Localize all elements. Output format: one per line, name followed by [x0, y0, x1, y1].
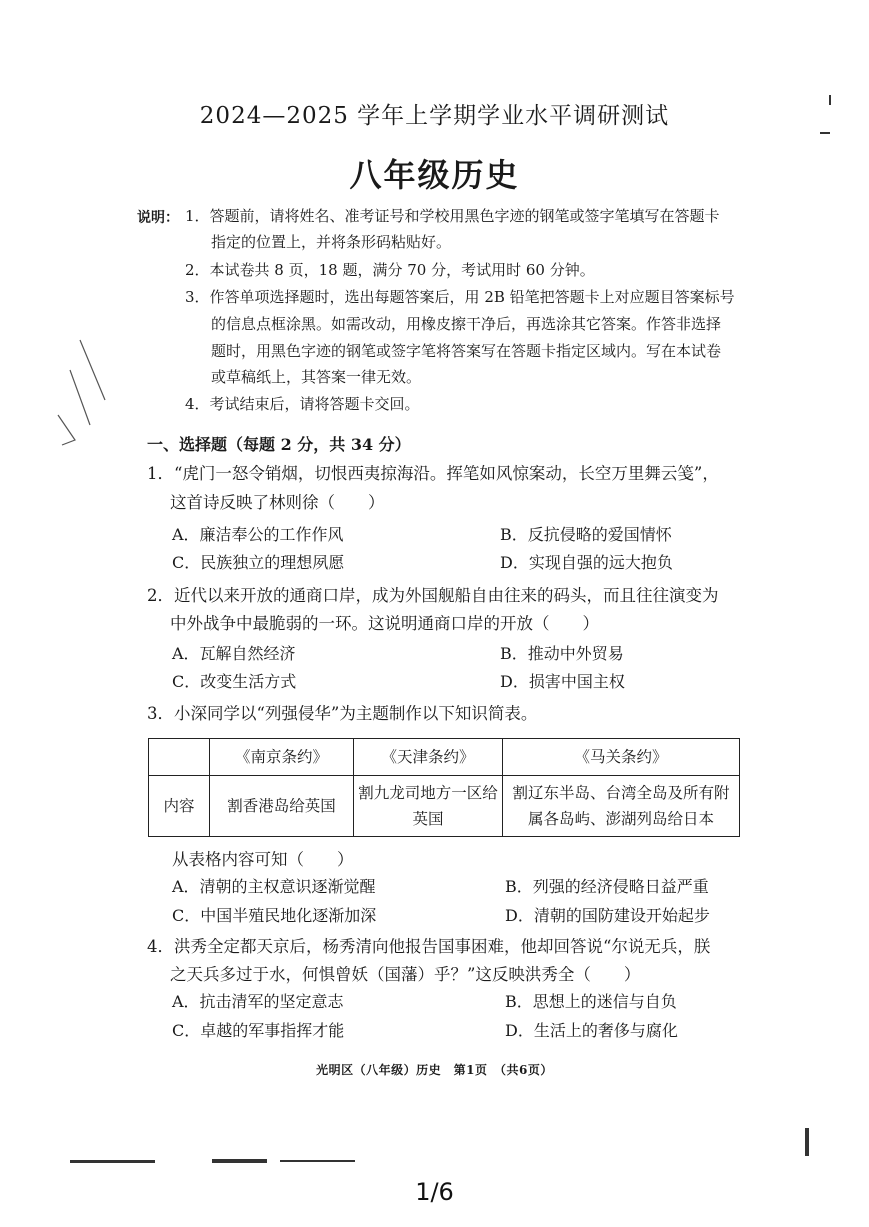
- instruction-line: 的信息点框涂黑。如需改动，用橡皮擦干净后，再选涂其它答案。作答非选择: [211, 315, 722, 333]
- option-a: A．抗击清军的坚定意志: [172, 992, 344, 1011]
- question-1-text: 这首诗反映了林则徐（ ）: [170, 493, 385, 512]
- question-1-text: 1．“虎门一怒令销烟，切恨西夷掠海沿。挥笔如风惊案动，长空万里舞云笺”，: [147, 464, 719, 483]
- scan-mark: [70, 1160, 155, 1163]
- exam-title: 2024—2025 学年上学期学业水平调研测试: [199, 103, 670, 129]
- instruction-line: 2．本试卷共 8 页，18 题，满分 70 分，考试用时 60 分钟。: [185, 261, 595, 279]
- question-3-prompt: 从表格内容可知（ ）: [172, 850, 354, 869]
- instruction-line: 1．答题前，请将姓名、准考证号和学校用黑色字迹的钢笔或签字笔填写在答题卡: [185, 207, 720, 225]
- option-a: A．廉洁奉公的工作作风: [172, 525, 344, 544]
- option-c: C．中国半殖民地化逐渐加深: [172, 906, 377, 925]
- scan-mark: [805, 1128, 809, 1156]
- instruction-line: 或草稿纸上，其答案一律无效。: [211, 368, 422, 386]
- table-header-cell: 《南京条约》: [210, 739, 354, 776]
- option-c: C．民族独立的理想夙愿: [172, 553, 345, 572]
- scan-mark: [829, 95, 831, 105]
- table-row-label: 内容: [149, 776, 210, 837]
- instruction-line: 3．作答单项选择题时，选出每题答案后，用 2B 铅笔把答题卡上对应题目答案标号: [185, 288, 735, 306]
- instruction-line: 指定的位置上，并将条形码粘贴好。: [211, 233, 452, 251]
- scan-mark: [212, 1159, 267, 1163]
- table-cell: 割辽东半岛、台湾全岛及所有附属各岛屿、澎湖列岛给日本: [503, 776, 740, 837]
- option-c: C．卓越的军事指挥才能: [172, 1021, 345, 1040]
- instructions-label: 说明：: [137, 210, 179, 226]
- scan-mark: [820, 132, 830, 134]
- question-2-text: 中外战争中最脆弱的一环。这说明通商口岸的开放（ ）: [170, 614, 599, 633]
- page-footer: 光明区（八年级）历史 第1页 （共6页）: [316, 1063, 553, 1077]
- option-b: B．列强的经济侵略日益严重: [505, 877, 709, 896]
- subject-title: 八年级历史: [349, 156, 520, 194]
- table-cell: 割香港岛给英国: [210, 776, 354, 837]
- instruction-line: 题时，用黑色字迹的钢笔或签字笔将答案写在答题卡指定区域内。写在本试卷: [211, 342, 722, 360]
- option-c: C．改变生活方式: [172, 672, 297, 691]
- option-a: A．瓦解自然经济: [172, 644, 296, 663]
- question-2-text: 2．近代以来开放的通商口岸，成为外国舰船自由往来的码头，而且往往演变为: [147, 586, 719, 605]
- section-heading: 一、选择题（每题 2 分，共 34 分）: [147, 435, 411, 454]
- table-header-cell: [149, 739, 210, 776]
- treaty-table: [148, 738, 740, 837]
- table-header-cell: 《马关条约》: [503, 739, 740, 776]
- question-3-text: 3．小深同学以“列强侵华”为主题制作以下知识简表。: [147, 704, 538, 723]
- pen-stroke-marks: [50, 330, 120, 450]
- option-b: B．反抗侵略的爱国情怀: [500, 525, 672, 544]
- page-indicator: 1/6: [415, 1178, 454, 1206]
- option-d: D．损害中国主权: [500, 672, 625, 691]
- option-d: D．清朝的国防建设开始起步: [505, 906, 710, 925]
- instruction-line: 4．考试结束后，请将答题卡交回。: [185, 395, 420, 413]
- option-d: D．实现自强的远大抱负: [500, 553, 673, 572]
- option-a: A．清朝的主权意识逐渐觉醒: [172, 877, 376, 896]
- table-cell: 割九龙司地方一区给英国: [354, 776, 503, 837]
- question-4-text: 之天兵多过于水，何惧曾妖（国藩）乎？”这反映洪秀全（ ）: [170, 965, 641, 984]
- option-b: B．推动中外贸易: [500, 644, 624, 663]
- scan-mark: [280, 1160, 355, 1162]
- question-4-text: 4．洪秀全定都天京后，杨秀清向他报告国事困难，他却回答说“尔说无兵，朕: [147, 937, 711, 956]
- table-header-cell: 《天津条约》: [354, 739, 503, 776]
- option-d: D．生活上的奢侈与腐化: [505, 1021, 678, 1040]
- option-b: B．思想上的迷信与自负: [505, 992, 677, 1011]
